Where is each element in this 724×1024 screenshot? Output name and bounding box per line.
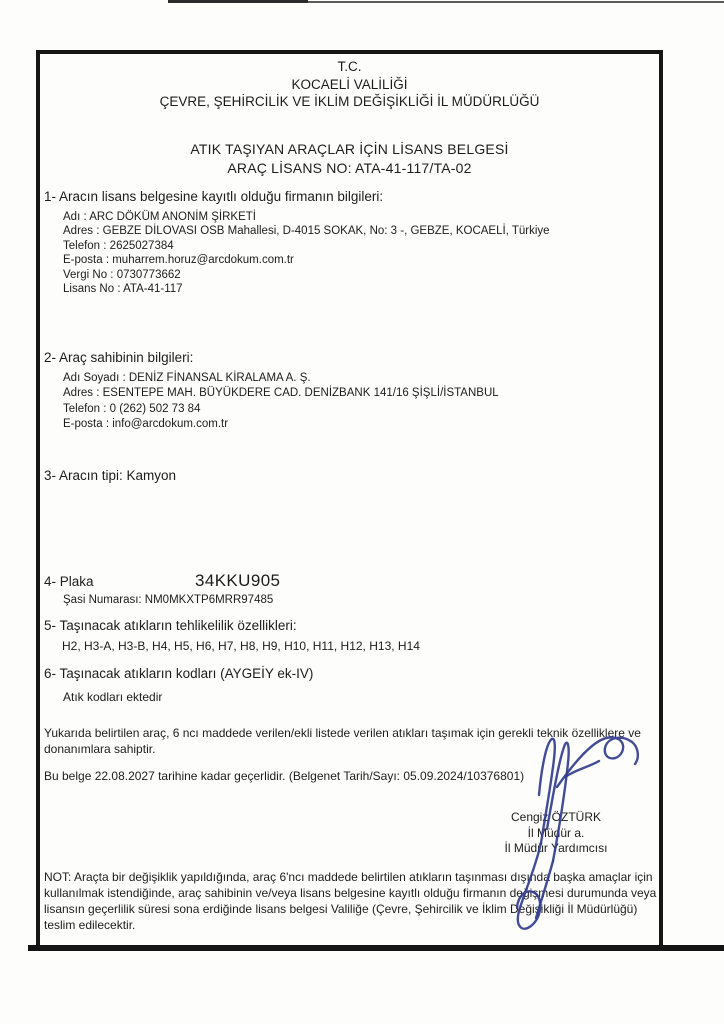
title-block xyxy=(36,140,663,177)
section-owner-info xyxy=(44,350,499,433)
letterhead-tc: T.C. xyxy=(337,59,362,74)
section3-heading: 3- Aracın tipi: Kamyon xyxy=(44,468,177,483)
scan-artifact-top-line-light xyxy=(308,1,724,3)
section1-heading: 1- Aracın lisans belgesine kayıtlı olduğu firmanın bilgileri: xyxy=(44,189,384,204)
vehicle-license-no: ARAÇ LİSANS NO: ATA-41-117/TA-02 xyxy=(227,159,472,176)
signer-name: Cengiz ÖZTÜRK xyxy=(510,810,602,824)
signer-title-1: İl Müdür a. xyxy=(527,825,585,840)
plate-label: 4- Plaka xyxy=(44,574,94,589)
company-phone: Telefon : 2625027384 xyxy=(63,239,174,252)
waste-codes-note: Atık kodları ektedir xyxy=(63,690,163,704)
letterhead-department: ÇEVRE, ŞEHİRCİLİK VE İKLİM DEĞİŞİKLİĞİ İL MÜDÜRLÜĞÜ xyxy=(159,94,540,109)
hazard-codes: H2, H3-A, H3-B, H4, H5, H6, H7, H8, H9, H10, H11, H12, H13, H14 xyxy=(62,639,420,653)
section2-heading: 2- Araç sahibinin bilgileri: xyxy=(44,350,194,365)
section-company-info xyxy=(44,189,550,296)
letterhead xyxy=(36,58,663,111)
technical-statement: Yukarıda belirtilen araç, 6 ncı maddede verilen/ekli listede verilen atıkları taşımak için gerekli teknik özelliklere ve donanımlara sahiptir. xyxy=(44,726,641,757)
section6-heading: 6- Taşınacak atıkların kodları (AYGEİY ek-IV) xyxy=(44,666,314,681)
owner-address: Adres : ESENTEPE MAH. BÜYÜKDERE CAD. DENİZBANK 141/16 ŞİŞLİ/İSTANBUL xyxy=(63,387,499,400)
document-title: ATIK TAŞIYAN ARAÇLAR İÇİN LİSANS BELGESİ xyxy=(190,141,509,157)
section-hazard-properties xyxy=(44,618,420,653)
scan-artifact-top-line xyxy=(168,0,308,3)
section-vehicle-type xyxy=(44,468,176,483)
plate-number: 34KKU905 xyxy=(194,571,281,590)
company-email: E-posta : muharrem.horuz@arcdokum.com.tr xyxy=(63,254,294,267)
signer-title-2: İl Müdür Yardımcısı xyxy=(504,841,608,856)
company-name: Adı : ARC DÖKÜM ANONİM ŞİRKETİ xyxy=(63,211,256,223)
letterhead-authority: KOCAELİ VALİLİĞİ xyxy=(291,76,408,92)
section5-heading: 5- Taşınacak atıkların tehlikelilik özellikleri: xyxy=(44,618,297,633)
section-waste-codes xyxy=(44,666,313,704)
company-address: Adres : GEBZE DİLOVASI OSB Mahallesi, D-4015 SOKAK, No: 3 -, GEBZE, KOCAELİ, Türkiye xyxy=(63,225,550,238)
owner-email: E-posta : info@arcdokum.com.tr xyxy=(63,418,229,431)
footnote-paragraph: NOT: Araçta bir değişiklik yapıldığında, araç 6'ncı maddede belirtilen atıkların taşınması dışında başka amaçlar için kullanılmak istendiğinde, araç sahibinin ve/veya lisans belgesine kayıtlı olduğu firmanın değişmesi durumunda veya lisansın geçerlilik süresi sona erdiğinde lisans belgesi Valiliğe (Çevre, Şehircilik ve İklim Değişikliği İl Müdürlüğü) teslim edilecektir. xyxy=(44,870,657,933)
section-plate xyxy=(44,571,280,591)
chassis-number: Şasi Numarası: NM0MKXTP6MRR97485 xyxy=(63,594,274,606)
handwritten-signature xyxy=(495,733,655,943)
owner-phone: Telefon : 0 (262) 502 73 84 xyxy=(63,402,201,415)
owner-name: Adı Soyadı : DENİZ FİNANSAL KİRALAMA A. Ş. xyxy=(63,372,311,384)
validity-statement: Bu belge 22.08.2027 tarihine kadar geçerlidir. (Belgenet Tarih/Sayı: 05.09.2024/10376801) xyxy=(44,769,525,783)
company-license-no: Lisans No : ATA-41-117 xyxy=(63,283,183,296)
company-tax-no: Vergi No : 0730773662 xyxy=(63,268,181,281)
